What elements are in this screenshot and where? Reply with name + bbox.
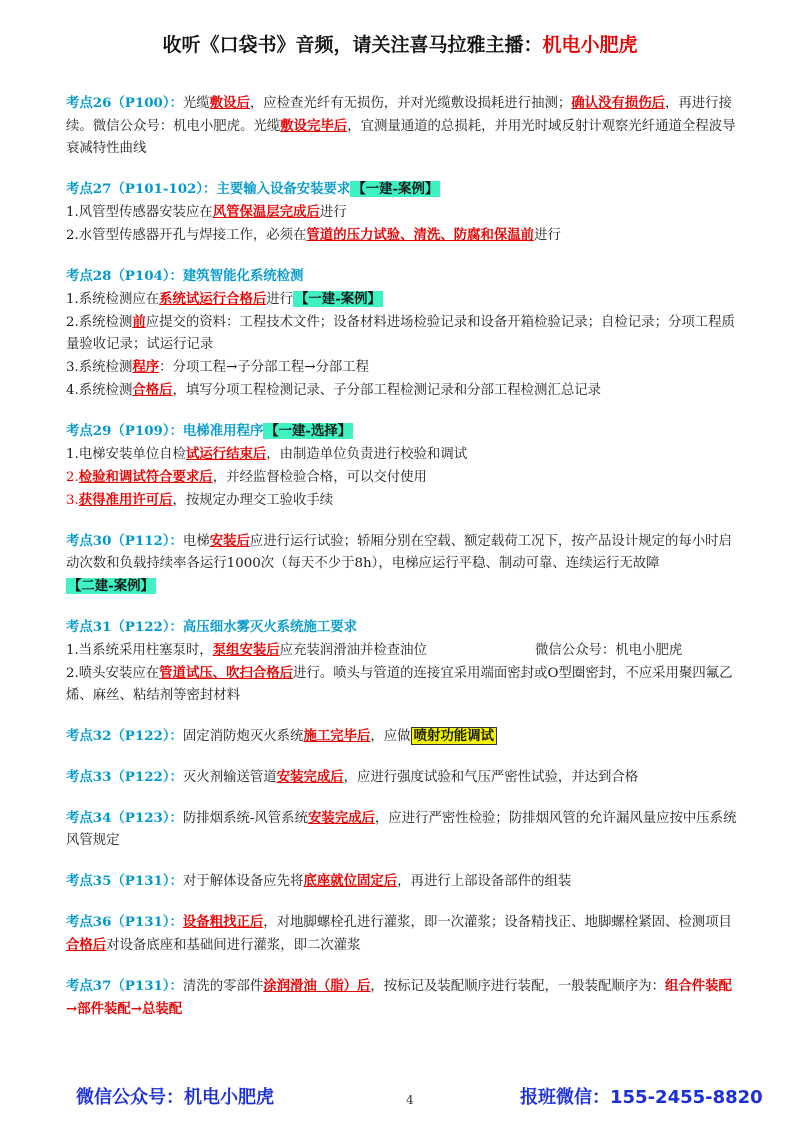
point-27 [66, 178, 742, 247]
text: ，按规定办理交工验收手续 [172, 493, 334, 508]
highlight: 前 [132, 314, 146, 330]
point-29 [66, 420, 742, 512]
text: ，按标记及装配顺序进行装配，一般装配顺序为： [370, 979, 665, 994]
text: ，再进行上部设备部件的组装 [397, 874, 572, 889]
header-name: 机电小肥虎 [542, 34, 638, 56]
point-key: 考点26（P100）： [66, 95, 183, 111]
document-body [66, 92, 742, 1039]
text: 进行 [534, 228, 561, 243]
exam-tag: 喷射功能调试 [411, 727, 497, 745]
text: ，应进行强度试验和气压严密性试验，并达到合格 [343, 770, 639, 785]
highlight: 组合件装配→部件装配→总装配 [66, 978, 732, 1017]
text: ：分项工程→子分部工程→分部工程 [159, 360, 370, 375]
text: ，应检查光纤有无损伤，并对光缆敷设损耗进行抽测； [249, 96, 572, 111]
text: 2. [66, 470, 79, 485]
point-37 [66, 975, 742, 1021]
point-30 [66, 530, 742, 598]
highlight: 底座就位固定后 [303, 873, 398, 889]
point-key: 考点36（P131）： [66, 914, 183, 930]
page-header [0, 30, 800, 57]
point-key: 考点32（P122）： [66, 728, 183, 744]
highlight: 设备粗找正后 [182, 914, 264, 930]
text: 防排烟系统-风管系统 [182, 811, 308, 826]
point-key: 考点28（P104）：建筑智能化系统检测 [66, 268, 304, 284]
text: 固定消防炮灭火系统 [182, 729, 304, 744]
highlight: 敷设完毕后 [280, 118, 348, 134]
header-prefix: 收听《口袋书》音频，请关注喜马拉雅主播： [162, 34, 543, 56]
exam-tag: 【二建-案例】 [68, 578, 154, 594]
text: ，由制造单位负责进行校验和调试 [266, 447, 468, 462]
highlight: 试运行结束后 [185, 446, 267, 462]
text: 应进行运行试验；轿厢分别在空载、额定载荷工况下，按产品设计规定的每小时启动次数和负载持续率各运行1000次（每天不少于8h），电梯应运行平稳、制动可靠、连续运行无故障 [66, 534, 732, 571]
text: 应充装润滑油并检查油位 [279, 643, 427, 658]
highlight: 管道试压、吹扫合格后 [159, 665, 294, 681]
text: 应提交的资料：工程技术文件；设备材料进场检验记录和设备开箱检验记录；自检记录；分项工程质量验收记录；试运行记录 [66, 315, 735, 352]
exam-tag: 【一建-案例】 [352, 181, 439, 197]
highlight: 合格后 [66, 937, 107, 953]
highlight: 程序 [132, 359, 160, 375]
point-key: 考点27（P101-102）：主要输入设备安装要求 [66, 181, 351, 197]
point-35 [66, 870, 742, 893]
text: 对设备底座和基础间进行灌浆，即二次灌浆 [106, 938, 361, 953]
text: 1.风管型传感器安装应在 [66, 205, 213, 220]
footer-wechat-account: 微信公众号：机电小肥虎 [76, 1087, 274, 1108]
point-key: 考点35（P131）： [66, 873, 183, 889]
highlight: 检验和调试符合要求后 [78, 469, 213, 485]
text: 进行。喷头与管道的连接宜采用端面密封或O型圈密封，不应采用聚四氟乙烯、麻丝、粘结剂等密封材料 [66, 666, 733, 703]
text: 2.系统检测 [66, 315, 133, 330]
highlight: 敷设后 [209, 95, 250, 111]
wechat-note: 微信公众号：机电小肥虎 [534, 643, 683, 658]
text: 清洗的零部件 [182, 979, 264, 994]
text: 灭火剂输送管道 [182, 770, 277, 785]
point-key: 考点29（P109）：电梯准用程序 [66, 423, 264, 439]
text: 3.系统检测 [66, 360, 133, 375]
page-number: 4 [406, 1093, 414, 1107]
point-key: 考点33（P122）： [66, 769, 183, 785]
text: ，对地脚螺栓孔进行灌浆，即一次灌浆；设备精找正、地脚螺栓紧固、检测项目 [263, 915, 732, 930]
text: ，并经监督检验合格，可以交付使用 [212, 470, 427, 485]
point-key: 考点37（P131）： [66, 978, 183, 994]
text: 进行 [319, 205, 347, 220]
highlight: 安装完成后 [307, 810, 375, 826]
text: 3. [66, 493, 79, 508]
text: 1.系统检测应在 [66, 292, 160, 307]
text: 进行 [266, 292, 294, 307]
text: 4.系统检测 [66, 383, 133, 398]
point-31 [66, 616, 742, 707]
highlight: 获得准用许可后 [78, 492, 173, 508]
text: ，应做 [370, 729, 411, 744]
text: ，再进行接续。微信公众号：机电小肥虎。光缆 [66, 96, 732, 134]
point-key: 考点30（P112）： [66, 533, 183, 549]
point-26 [66, 92, 742, 160]
highlight: 施工完毕后 [303, 728, 371, 744]
text: ，应进行严密性检验；防排烟风管的允许漏风量应按中压系统风管规定 [66, 811, 737, 848]
text: ，填写分项工程检测记录、子分部工程检测记录和分部工程检测汇总记录 [172, 383, 602, 398]
highlight: 泵组安装后 [212, 642, 280, 658]
point-34 [66, 807, 742, 852]
point-33 [66, 766, 742, 789]
highlight: 安装完成后 [276, 769, 344, 785]
footer-contact: 报班微信：155-2455-8820 [520, 1087, 763, 1108]
point-key: 考点31（P122）：高压细水雾灭火系统施工要求 [66, 619, 357, 635]
point-key: 考点34（P123）： [66, 810, 183, 826]
exam-tag: 【一建-选择】 [265, 423, 352, 439]
text: 光缆 [182, 96, 210, 111]
text: 2.喷头安装应在 [66, 666, 160, 681]
text: 1.当系统采用柱塞泵时， [66, 643, 213, 658]
point-28 [66, 265, 742, 402]
highlight: 合格后 [132, 382, 173, 398]
point-32 [66, 725, 742, 748]
highlight: 确认没有损伤后 [571, 95, 665, 111]
text: 电梯 [182, 534, 210, 549]
text: 1.电梯安装单位自检 [66, 447, 186, 462]
highlight: 管道的压力试验、清洗、防腐和保温前 [306, 227, 535, 243]
text: 对于解体设备应先将 [182, 874, 304, 889]
highlight: 安装后 [209, 533, 250, 549]
highlight: 系统试运行合格后 [159, 291, 267, 307]
point-36 [66, 911, 742, 957]
highlight: 风管保温层完成后 [212, 204, 320, 220]
highlight: 涂润滑油（脂）后 [263, 978, 371, 994]
text: 2.水管型传感器开孔与焊接工作，必须在 [66, 228, 307, 243]
text: ，宜测量通道的总损耗，并用光时域反射计观察光纤通道全程波导衰减特性曲线 [66, 119, 736, 156]
exam-tag: 【一建-案例】 [295, 291, 381, 307]
